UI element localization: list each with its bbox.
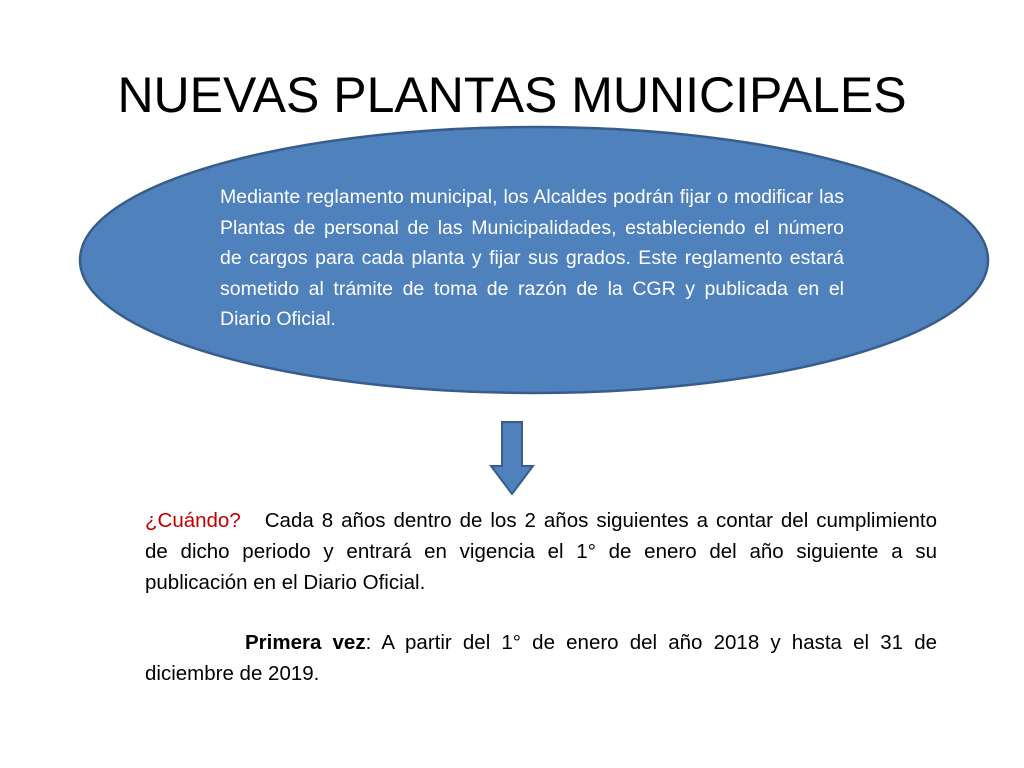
down-arrow-icon bbox=[489, 420, 535, 496]
arrow-shape bbox=[491, 422, 533, 494]
first-time-separator: : bbox=[365, 631, 372, 654]
info-ellipse bbox=[78, 124, 990, 396]
when-paragraph bbox=[145, 505, 937, 598]
first-time-label: Primera vez bbox=[245, 631, 366, 654]
ellipse-text: Mediante reglamento municipal, los Alcaldes podrán fijar o modificar las Plantas de personal de las Municipalidades, estableciendo el número de cargos para cada planta y fijar sus grados. Este reglamento estará sometido al trámite de toma de razón de la CGR y publicada en el Diario Oficial. bbox=[220, 186, 844, 330]
when-label: ¿Cuándo? bbox=[145, 509, 241, 532]
first-time-paragraph bbox=[145, 627, 937, 689]
slide-title: NUEVAS PLANTAS MUNICIPALES bbox=[117, 67, 907, 123]
when-text: Cada 8 años dentro de los 2 años siguientes a contar del cumplimiento de dicho periodo y entrará en vigencia el 1° de enero del año siguiente a su publicación en el Diario Oficial. bbox=[145, 509, 937, 594]
first-time-text: A partir del 1° de enero del año 2018 y hasta el 31 de diciembre de 2019. bbox=[145, 631, 937, 685]
